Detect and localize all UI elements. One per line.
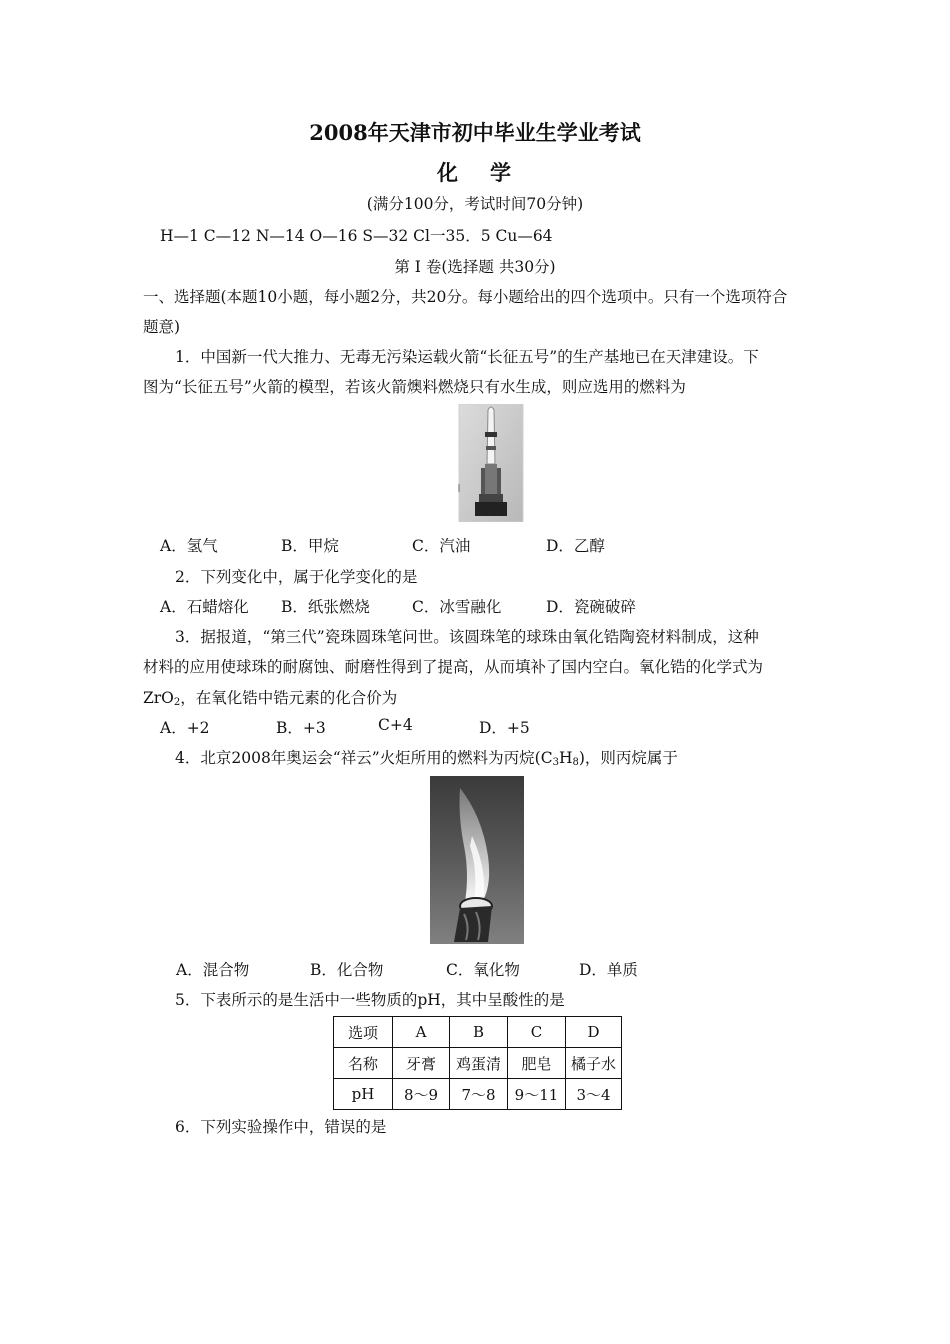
table-cell: 3～4 [566, 1079, 622, 1110]
section-intro-line2: 题意) [143, 318, 181, 336]
atomic-masses: H—1 C—12 N—14 O—16 S—32 Cl一35．5 Cu—64 [160, 227, 553, 245]
table-cell: C [508, 1017, 566, 1048]
subject-char-1: 化 [437, 160, 460, 185]
table-cell: 牙膏 [393, 1048, 450, 1079]
q1-option-a: A．氢气 [160, 537, 218, 555]
subject-char-2: 学 [490, 160, 513, 185]
volume-title: 第 Ⅰ 卷(选择题 共30分) [394, 258, 556, 276]
q3-option-c: C+4 [378, 716, 413, 734]
torch-image [430, 776, 524, 944]
q2-option-b: B．纸张燃烧 [281, 598, 370, 616]
q2-option-d: D．瓷碗破碎 [546, 598, 636, 616]
section-intro-line1: 一、选择题(本题10小题，每小题2分，共20分。每小题给出的四个选项中。只有一个选项符合 [143, 288, 788, 306]
q4-option-a: A．混合物 [176, 961, 250, 979]
q6-stem: 6．下列实验操作中，错误的是 [175, 1118, 387, 1136]
table-cell: D [566, 1017, 622, 1048]
q4-option-b: B．化合物 [310, 961, 384, 979]
table-cell: 选项 [334, 1017, 393, 1048]
q3-option-a: A．+2 [160, 719, 210, 737]
table-row [334, 1017, 622, 1048]
q2-option-a: A．石蜡熔化 [160, 598, 249, 616]
q1-stem-line2: 图为“长征五号”火箭的模型，若该火箭燠料燃烧只有水生成，则应选用的燃料为 [143, 378, 686, 396]
q1-stem-line1: 1．中国新一代大推力、无毒无污染运载火箭“长征五号”的生产基地已在天津建设。下 [175, 348, 759, 366]
rocket-model-image [455, 404, 525, 522]
table-row [334, 1079, 622, 1110]
q1-option-b: B．甲烷 [281, 537, 339, 555]
table-cell: 名称 [334, 1048, 393, 1079]
q1-option-d: D．乙醇 [546, 537, 605, 555]
q4-stem: 4．北京2008年奥运会“祥云”火炬所用的燃料为丙烷$(C_3H_8)$，则丙烷属于 [175, 749, 678, 768]
q3-option-b: B．+3 [276, 719, 326, 737]
table-cell: 鸡蛋清 [450, 1048, 508, 1079]
table-cell: 9～11 [508, 1079, 566, 1110]
table-cell: 橘子水 [566, 1048, 622, 1079]
q3-stem-line2: 材料的应用使球珠的耐腐蚀、耐磨性得到了提高，从而填补了国内空白。氧化锆的化学式为 [143, 658, 764, 676]
exam-title: 2008年天津市初中毕业生学业考试 [309, 120, 641, 145]
q1-option-c: C．汽油 [412, 537, 471, 555]
q4-option-c: C．氧化物 [446, 961, 520, 979]
table-cell: pH [334, 1079, 393, 1110]
table-cell: 8～9 [393, 1079, 450, 1110]
q3-stem-line1: 3．据报道，“第三代”瓷珠圆珠笔问世。该圆珠笔的球珠由氧化锆陶瓷材料制成，这种 [175, 628, 759, 646]
table-row [334, 1048, 622, 1079]
q5-stem: 5．下表所示的是生活中一些物质的pH，其中呈酸性的是 [175, 991, 565, 1009]
q3-stem-line3: ZrO$_2$，在氧化锆中锆元素的化合价为 [143, 689, 398, 708]
q3-option-d: D．+5 [479, 719, 530, 737]
table-cell: A [393, 1017, 450, 1048]
q4-option-d: D．单质 [579, 961, 638, 979]
ph-table [333, 1016, 622, 1110]
subject-title [0, 157, 950, 187]
q2-stem: 2．下列变化中，属于化学变化的是 [175, 568, 418, 586]
table-cell: 肥皂 [508, 1048, 566, 1079]
q2-option-c: C．冰雪融化 [412, 598, 502, 616]
table-cell: 7～8 [450, 1079, 508, 1110]
table-cell: B [450, 1017, 508, 1048]
score-note: (满分100分，考试时间70分钟) [366, 195, 584, 213]
